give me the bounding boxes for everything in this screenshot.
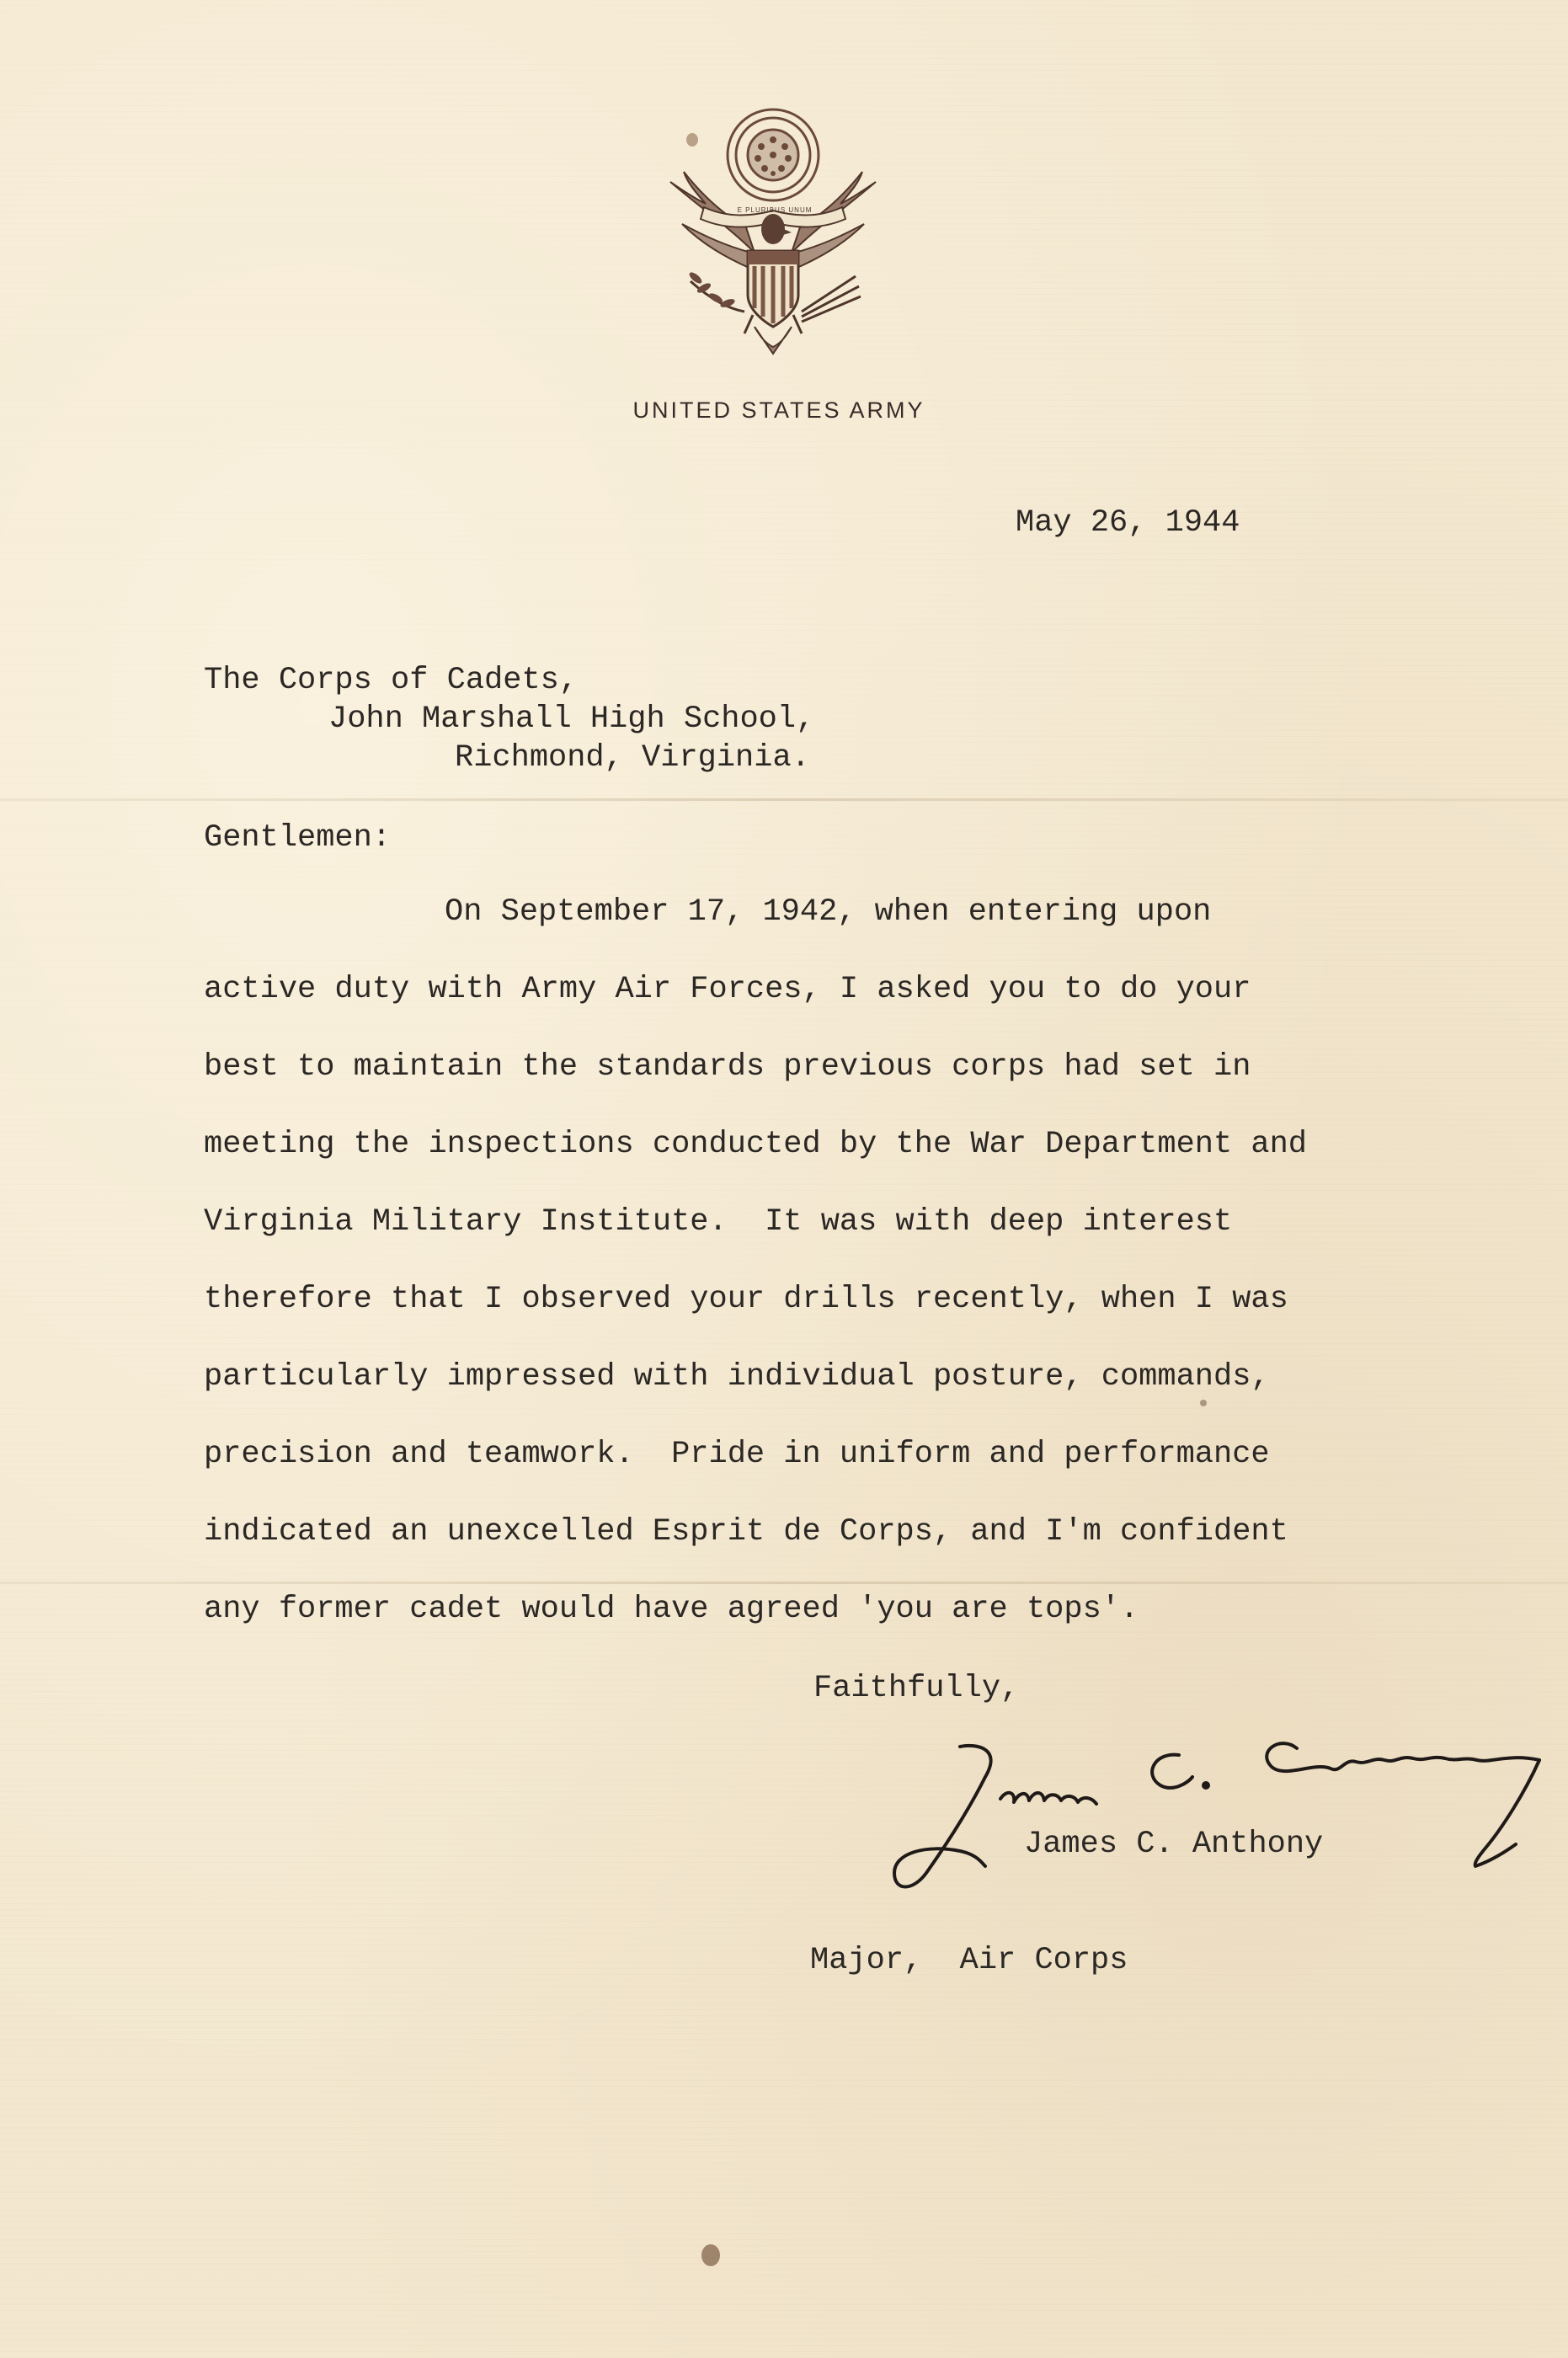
signer-title: Major, Air Corps — [810, 1943, 1128, 1978]
body-line: Virginia Military Institute. It was with deep interest — [204, 1204, 1233, 1240]
body-line: best to maintain the standards previous corps had set in — [204, 1049, 1251, 1085]
letterhead-org-name: UNITED STATES ARMY — [632, 397, 925, 423]
body-line: therefore that I observed your drills recently, when I was — [204, 1282, 1288, 1317]
letter-date: May 26, 1944 — [1016, 505, 1240, 541]
great-seal-eagle-icon — [653, 101, 893, 387]
recipient-line-2: John Marshall High School, — [328, 702, 815, 737]
body-line: On September 17, 1942, when entering upon — [445, 894, 1212, 930]
body-line: any former cadet would have agreed 'you are tops'. — [204, 1592, 1139, 1627]
seal-motto: E PLURIBUS UNUM — [737, 206, 813, 214]
body-line: particularly impressed with individual posture, commands, — [204, 1359, 1270, 1395]
body-line: active duty with Army Air Forces, I asked you to do your — [204, 972, 1251, 1007]
recipient-line-3: Richmond, Virginia. — [455, 740, 810, 776]
paper-fold-lower — [0, 1582, 1568, 1584]
recipient-line-1: The Corps of Cadets, — [204, 663, 579, 698]
paper-fold-upper — [0, 798, 1568, 801]
ink-stain — [1200, 1400, 1207, 1406]
closing: Faithfully, — [813, 1671, 1020, 1706]
salutation: Gentlemen: — [204, 820, 392, 856]
body-line: indicated an unexcelled Esprit de Corps, and I'm confident — [204, 1514, 1288, 1550]
typed-signature-name: James C. Anthony — [1024, 1827, 1324, 1862]
body-line: precision and teamwork. Pride in uniform and performance — [204, 1437, 1270, 1472]
body-line: meeting the inspections conducted by the War Department and — [204, 1127, 1308, 1162]
ink-stain — [701, 2244, 720, 2266]
handwritten-signature — [876, 1718, 1566, 1912]
